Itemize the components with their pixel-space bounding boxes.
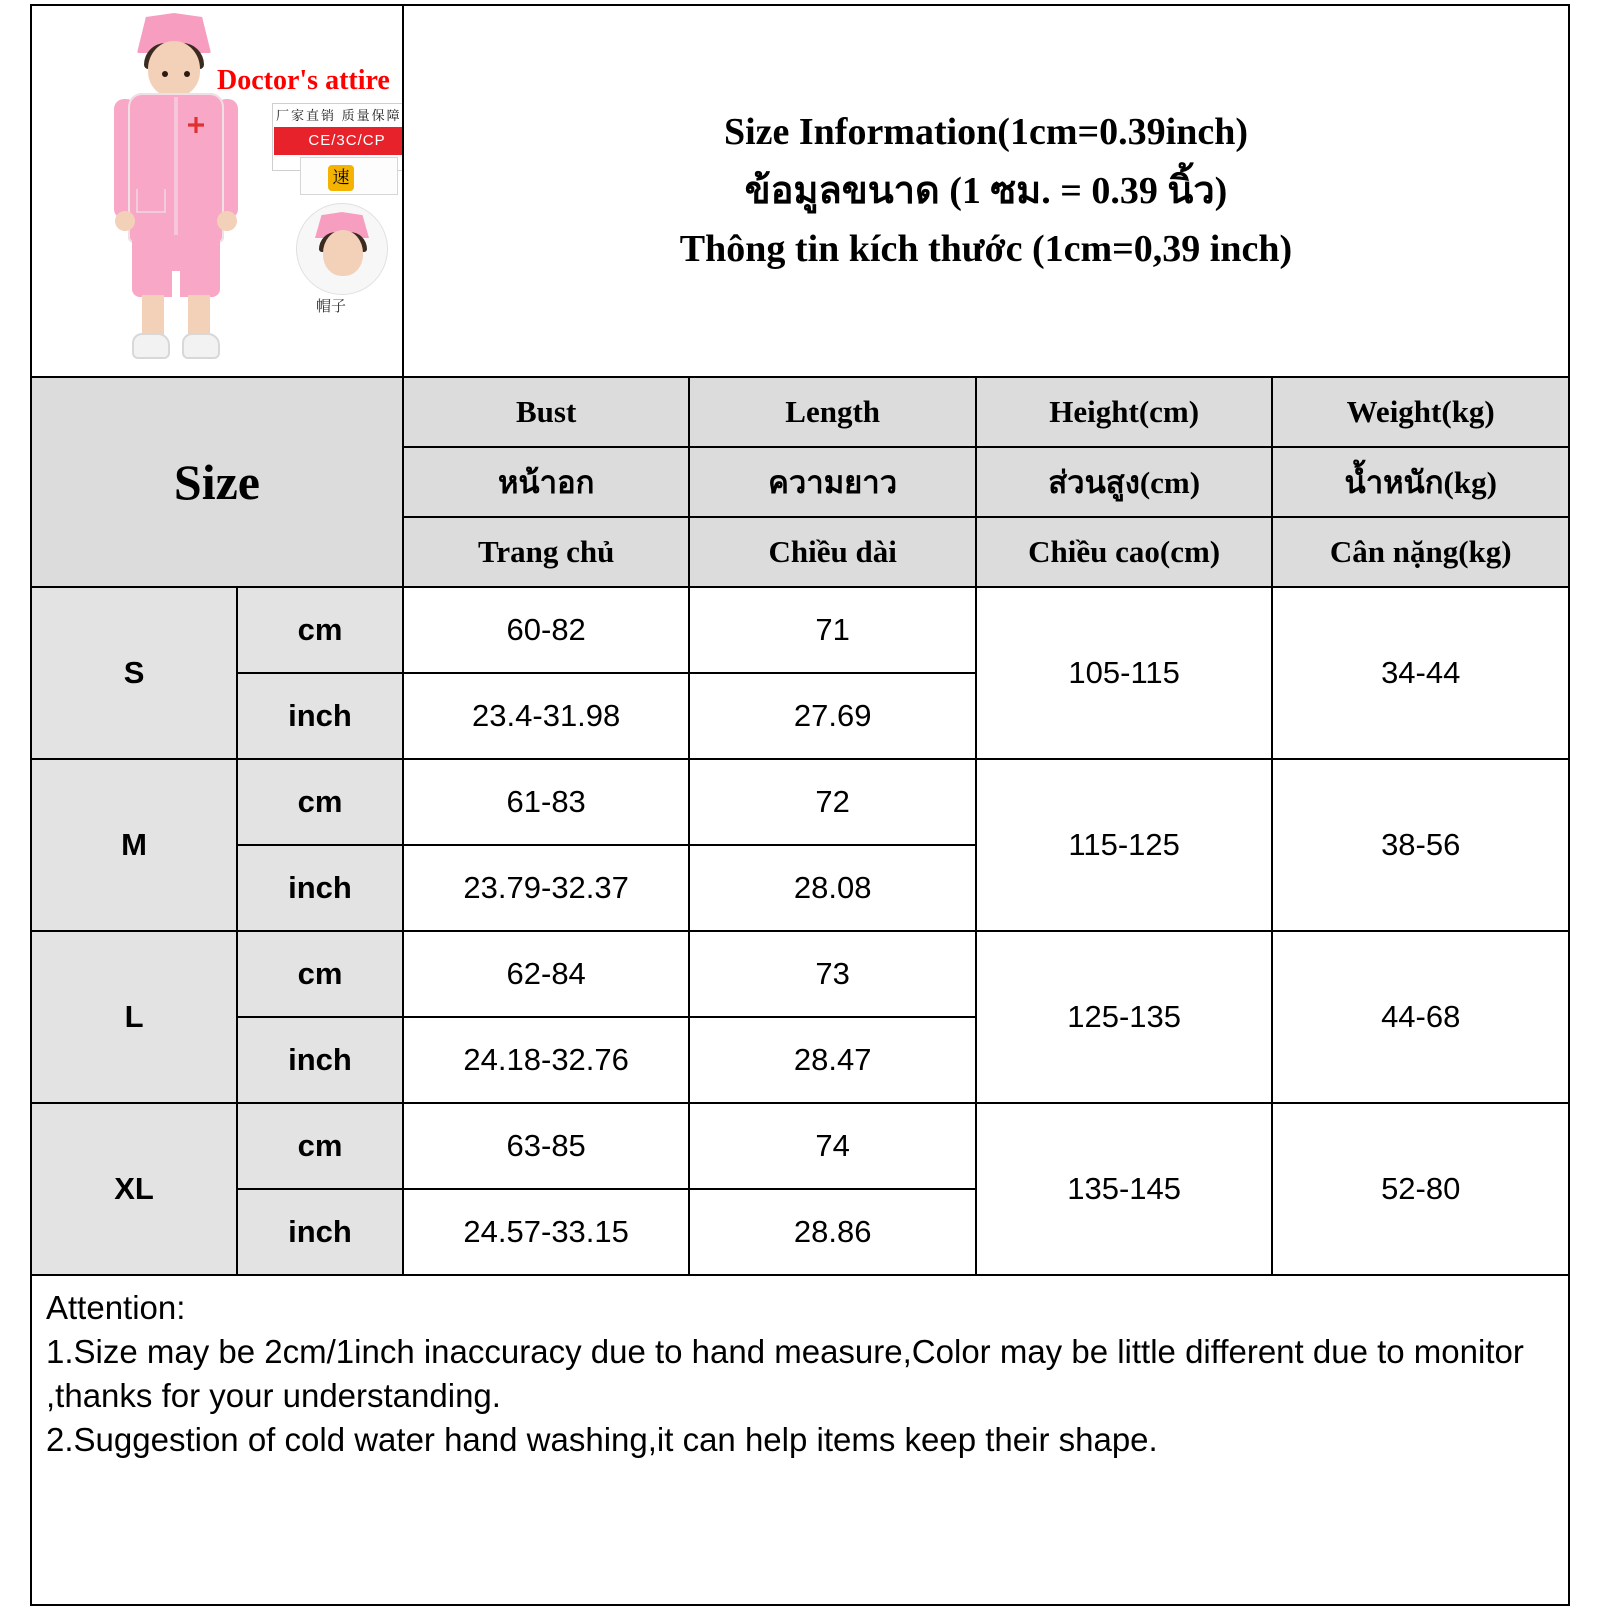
product-image-cell (31, 5, 403, 377)
attention-line-2: 2.Suggestion of cold water hand washing,it can help items keep their shape. (46, 1420, 1158, 1458)
row-xl-height: 135-145 (976, 1103, 1273, 1275)
package-badge: 速 (328, 165, 354, 191)
title-cell (403, 5, 1569, 377)
row-l-length-inch: 28.47 (689, 1017, 975, 1103)
row-size-l: L (31, 931, 237, 1103)
table-row (31, 931, 1569, 1017)
row-xl-length-cm: 74 (689, 1103, 975, 1189)
row-l-height: 125-135 (976, 931, 1273, 1103)
row-s-length-inch: 27.69 (689, 673, 975, 759)
row-m-bust-cm: 61-83 (403, 759, 689, 845)
column-bust-en: Bust (403, 377, 689, 447)
row-m-unit-inch: inch (237, 845, 403, 931)
column-length-vi: Chiều dài (689, 517, 975, 587)
column-header-row-en (31, 377, 1569, 447)
row-l-unit-inch: inch (237, 1017, 403, 1103)
product-illustration (32, 7, 402, 375)
row-m-unit-cm: cm (237, 759, 403, 845)
row-xl-weight: 52-80 (1272, 1103, 1569, 1275)
column-length-th: ความยาว (689, 447, 975, 517)
row-xl-length-inch: 28.86 (689, 1189, 975, 1275)
row-s-unit-cm: cm (237, 587, 403, 673)
column-bust-th: หน้าอก (403, 447, 689, 517)
row-l-length-cm: 73 (689, 931, 975, 1017)
row-size-m: M (31, 759, 237, 931)
coat-pocket-shape (136, 189, 166, 213)
column-weight-vi: Cân nặng(kg) (1272, 517, 1569, 587)
row-size-s: S (31, 587, 237, 759)
column-length-en: Length (689, 377, 975, 447)
hat-closeup-circle (296, 203, 388, 295)
row-size-xl: XL (31, 1103, 237, 1275)
column-height-vi: Chiều cao(cm) (976, 517, 1273, 587)
row-s-unit-inch: inch (237, 673, 403, 759)
shoe-right-shape (182, 333, 220, 359)
row-xl-bust-inch: 24.57-33.15 (403, 1189, 689, 1275)
leg-left-shape (142, 295, 164, 337)
table-row (31, 1103, 1569, 1189)
coat-placket-shape (174, 97, 178, 237)
attention-section (30, 1276, 1570, 1606)
size-chart-table (30, 4, 1570, 1276)
column-weight-th: น้ำหนัก(kg) (1272, 447, 1569, 517)
size-label-text: Size (173, 454, 260, 510)
attention-heading: Attention: (46, 1289, 186, 1326)
leg-right-shape (188, 295, 210, 337)
column-weight-en: Weight(kg) (1272, 377, 1569, 447)
eye-left-shape (162, 71, 168, 77)
title-line-vi: Thông tin kích thước (1cm=0,39 inch) (679, 228, 1293, 271)
row-xl-bust-cm: 63-85 (403, 1103, 689, 1189)
column-height-en: Height(cm) (976, 377, 1273, 447)
row-m-weight: 38-56 (1272, 759, 1569, 931)
row-l-bust-cm: 62-84 (403, 931, 689, 1017)
hat-closeup-head-shape (323, 230, 363, 276)
hat-closeup-label: 帽子 (316, 298, 347, 315)
row-l-bust-inch: 24.18-32.76 (403, 1017, 689, 1103)
shoe-left-shape (132, 333, 170, 359)
title-line-th: ข้อมูลขนาด (1 ซม. = 0.39 นิ้ว) (744, 169, 1228, 212)
row-xl-unit-cm: cm (237, 1103, 403, 1189)
row-m-bust-inch: 23.79-32.37 (403, 845, 689, 931)
row-m-length-inch: 28.08 (689, 845, 975, 931)
row-m-height: 115-125 (976, 759, 1273, 931)
shorts-gap-shape (172, 271, 180, 297)
row-l-unit-cm: cm (237, 931, 403, 1017)
row-l-weight: 44-68 (1272, 931, 1569, 1103)
title-line-en: Size Information(1cm=0.39inch) (723, 110, 1248, 153)
table-header-row (31, 5, 1569, 377)
hand-left-shape (115, 211, 135, 231)
table-row (31, 759, 1569, 845)
package-red-banner: CE/3C/CP (274, 127, 402, 155)
column-bust-vi: Trang chủ (403, 517, 689, 587)
row-s-height: 105-115 (976, 587, 1273, 759)
table-row (31, 587, 1569, 673)
row-xl-unit-inch: inch (237, 1189, 403, 1275)
row-s-length-cm: 71 (689, 587, 975, 673)
eye-right-shape (184, 71, 190, 77)
size-label-cell (31, 377, 403, 587)
hand-right-shape (217, 211, 237, 231)
row-s-weight: 34-44 (1272, 587, 1569, 759)
product-label: Doctor's attire (217, 65, 390, 96)
row-s-bust-cm: 60-82 (403, 587, 689, 673)
row-s-bust-inch: 23.4-31.98 (403, 673, 689, 759)
attention-line-1: 1.Size may be 2cm/1inch inaccuracy due to hand measure,Color may be little different due to monitor ,thanks for your understanding. (46, 1332, 1524, 1414)
row-m-length-cm: 72 (689, 759, 975, 845)
head-shape (148, 41, 200, 97)
package-chinese-text: 厂家直销 质量保障 (276, 108, 402, 123)
column-height-th: ส่วนสูง(cm) (976, 447, 1273, 517)
